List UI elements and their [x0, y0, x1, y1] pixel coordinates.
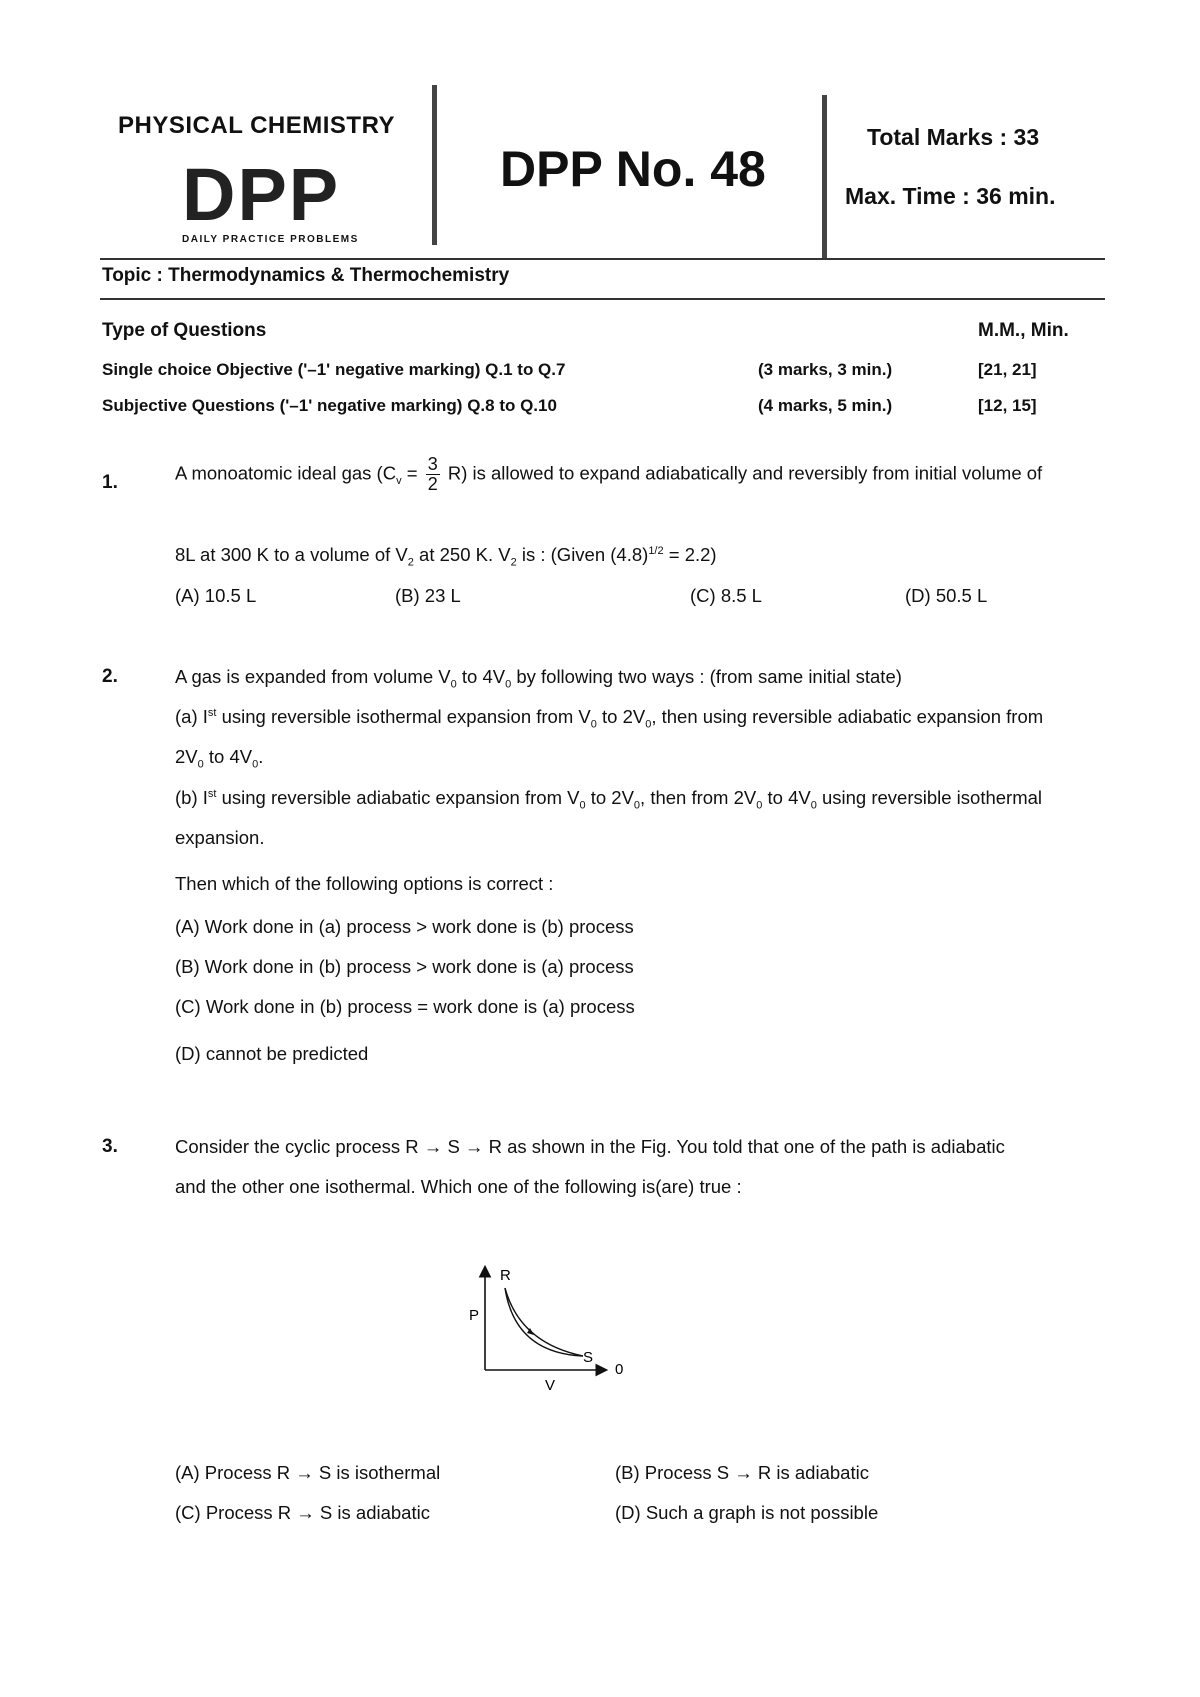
q2-text: to 2V [585, 787, 634, 808]
marks-minutes-heading: M.M., Min. [978, 320, 1069, 341]
label-v: V [545, 1377, 556, 1394]
q1-text: = 2.2) [663, 544, 717, 565]
q2-text: by following two ways : (from same initial state) [511, 666, 902, 687]
q2-part-b-cont: expansion. [175, 827, 265, 848]
option[interactable]: (C) 8.5 L [690, 585, 762, 606]
q2-text: to 4V [456, 666, 506, 687]
q2-text: , then using reversible adiabatic expansion from [651, 706, 1044, 727]
question-number: 2. [102, 666, 118, 687]
subscript: v [396, 474, 402, 487]
superscript: 1/2 [648, 544, 664, 557]
question-number: 3. [102, 1136, 118, 1157]
question-types-heading: Type of Questions [102, 320, 267, 341]
fraction-denominator: 2 [427, 473, 438, 494]
subscript: 2 [407, 556, 414, 569]
superscript: st [207, 706, 217, 719]
label-s: S [583, 1349, 594, 1366]
q2-text: , then from 2V [640, 787, 757, 808]
subscript: 0 [252, 758, 259, 771]
q2-text: using reversible isothermal expansion from V [216, 706, 591, 727]
pv-cycle-figure [445, 1258, 645, 1398]
header-divider-right [822, 95, 827, 260]
subscript: 0 [505, 678, 512, 691]
subscript: 0 [756, 799, 763, 812]
logo-tagline: DAILY PRACTICE PROBLEMS [182, 234, 359, 245]
option[interactable]: (A) Work done in (a) process > work done is (b) process [175, 916, 634, 937]
header-divider-left [432, 85, 437, 245]
q1-text: = [401, 462, 423, 484]
q2-part-a-cont [175, 745, 263, 772]
label-o: 0 [615, 1361, 624, 1378]
qtype-row-label: Single choice Objective ('–1' negative marking) Q.1 to Q.7 [102, 360, 566, 379]
q2-text: using reversible adiabatic expansion from V [216, 787, 580, 808]
option[interactable]: (B) Process S → R is adiabatic [615, 1462, 869, 1483]
qtype-row-marks: (4 marks, 5 min.) [758, 396, 893, 415]
divider-top [100, 258, 1105, 260]
option[interactable]: (D) cannot be predicted [175, 1043, 369, 1064]
q3-line-1: Consider the cyclic process R → S → R as shown in the Fig. You told that one of the path is adiabatic [175, 1136, 1005, 1157]
q1-text: is : (Given (4.8) [516, 544, 649, 565]
q2-part-a [175, 705, 1043, 732]
q2-prompt: Then which of the following options is correct : [175, 873, 554, 894]
option[interactable]: (A) Process R → S is isothermal [175, 1462, 441, 1483]
q1-line-1 [175, 455, 1042, 494]
q2-part-b [175, 786, 1042, 813]
q2-text: to 2V [596, 706, 646, 727]
dpp-number: DPP No. 48 [500, 141, 766, 197]
logo-letters: DPP [182, 153, 341, 236]
question-number: 1. [102, 472, 118, 493]
label-r: R [500, 1267, 511, 1284]
superscript: st [207, 787, 217, 800]
subscript: 0 [633, 799, 641, 812]
subject-title: PHYSICAL CHEMISTRY [118, 112, 396, 139]
divider-topic [100, 298, 1105, 300]
subscript: 0 [579, 799, 586, 812]
q2-text: . [258, 746, 264, 767]
subscript: 0 [810, 799, 817, 812]
q2-text: to 4V [203, 746, 253, 767]
q3-line-2: and the other one isothermal. Which one of the following is(are) true : [175, 1176, 742, 1197]
q1-text: at 250 K. V [413, 544, 511, 565]
qtype-row-total: [12, 15] [978, 396, 1037, 415]
q2-text: (a) I [175, 706, 208, 727]
subscript: 0 [645, 718, 652, 731]
option[interactable]: (B) Work done in (b) process > work done is (a) process [175, 956, 634, 977]
topic-line: Topic : Thermodynamics & Thermochemistry [102, 265, 510, 286]
qtype-row-marks: (3 marks, 3 min.) [758, 360, 893, 379]
option[interactable]: (C) Work done in (b) process = work done is (a) process [175, 996, 635, 1017]
q2-text: using reversible isothermal [816, 787, 1043, 808]
qtype-row-label: Subjective Questions ('–1' negative marking) Q.8 to Q.10 [102, 396, 557, 415]
option[interactable]: (D) 50.5 L [905, 585, 988, 606]
q1-text: A monoatomic ideal gas (C [175, 462, 397, 484]
option[interactable]: (D) Such a graph is not possible [615, 1502, 879, 1523]
subscript: 2 [510, 556, 517, 569]
q1-line-2 [175, 543, 717, 570]
curve-lower [505, 1288, 583, 1356]
fraction-numerator: 3 [427, 454, 438, 474]
subscript: 0 [590, 718, 597, 731]
q2-text: to 4V [762, 787, 811, 808]
q2-text: (b) I [175, 787, 208, 808]
q1-text: 8L at 300 K to a volume of V [175, 544, 408, 565]
q2-text: 2V [175, 746, 198, 767]
option[interactable]: (A) 10.5 L [175, 585, 257, 606]
dpp-logo [182, 153, 359, 245]
q1-text: R) is allowed to expand adiabatically and reversibly from initial volume of [442, 462, 1043, 484]
fraction [426, 455, 440, 494]
option[interactable]: (C) Process R → S is adiabatic [175, 1502, 430, 1523]
label-p: P [469, 1307, 480, 1324]
option[interactable]: (B) 23 L [395, 585, 461, 606]
subscript: 0 [197, 758, 204, 771]
qtype-row-total: [21, 21] [978, 360, 1037, 379]
max-time: Max. Time : 36 min. [845, 183, 1056, 209]
q2-line-1 [175, 665, 902, 692]
subscript: 0 [450, 678, 457, 691]
total-marks: Total Marks : 33 [867, 124, 1040, 150]
q2-text: A gas is expanded from volume V [175, 666, 451, 687]
